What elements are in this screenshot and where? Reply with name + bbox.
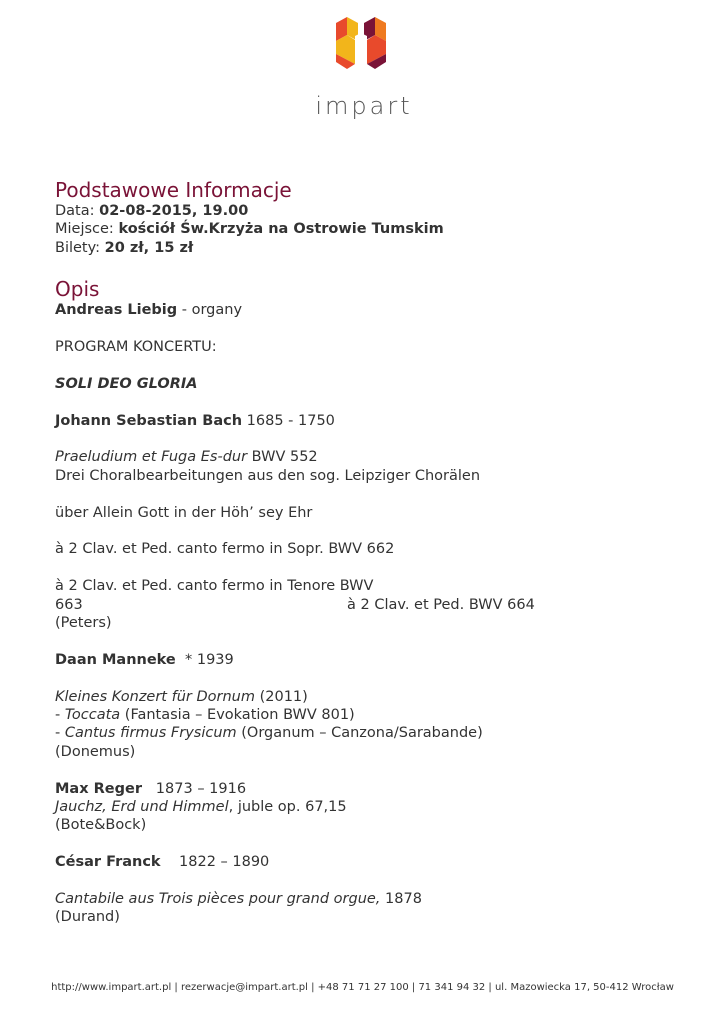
bach-work-5: à 2 Clav. et Ped. canto fermo in Tenore BWV [55, 578, 374, 595]
bach-work-1 [55, 448, 675, 466]
bach-work-4: à 2 Clav. et Ped. canto fermo in Sopr. BWV 662 [55, 541, 395, 558]
brand-wordmark: impart [315, 92, 413, 120]
franck-work [55, 890, 675, 908]
place-value: kościół Św.Krzyża na Ostrowie Tumskim [118, 221, 444, 238]
manneke-years: * 1939 [175, 651, 234, 668]
place-label: Miejsce: [55, 221, 119, 238]
date-line [55, 202, 675, 220]
date-label: Data: [55, 203, 100, 219]
manneke-line [55, 651, 675, 669]
bach-work-5-num: 663 [55, 596, 83, 613]
manneke-work [55, 688, 675, 706]
manneke-mv2-title: Cantus firmus Frysicum [64, 725, 237, 742]
bach-years: 1685 - 1750 [242, 412, 335, 429]
manneke-work-title: Kleines Konzert für Dornum [55, 688, 255, 705]
manneke-movement-2 [55, 724, 675, 742]
reger-work-rest: , juble op. 67,15 [228, 799, 347, 816]
opis-heading: Opis [55, 277, 100, 302]
franck-years: 1822 – 1890 [160, 854, 270, 871]
impart-logo-mark [333, 14, 389, 72]
bach-work-1-title: Praeludium et Fuga Es-dur [55, 449, 248, 466]
bach-work-6: à 2 Clav. et Ped. BWV 664 [347, 596, 535, 613]
franck-name: César Franck [55, 854, 161, 871]
reger-name: Max Reger [55, 780, 142, 797]
bach-work-3: über Allein Gott in der Höh’ sey Ehr [55, 504, 313, 521]
document-content [55, 178, 675, 927]
performer-role: - organy [177, 302, 243, 319]
performer-line [55, 301, 675, 319]
reger-years: 1873 – 1916 [141, 780, 247, 797]
manneke-mv1-title: Toccata [64, 707, 121, 724]
dash: - [55, 707, 65, 724]
manneke-mv2-rest: (Organum – Canzona/Sarabande) [236, 725, 483, 742]
franck-publisher: (Durand) [55, 909, 120, 926]
manneke-movement-1 [55, 706, 675, 724]
bach-publisher: (Peters) [55, 615, 112, 632]
motto-text: SOLI DEO GLORIA [55, 375, 198, 392]
manneke-work-year: (2011) [254, 688, 308, 705]
reger-work [55, 798, 675, 816]
manneke-publisher: (Donemus) [55, 743, 136, 760]
place-line [55, 220, 675, 238]
bach-work-5-cont [55, 596, 675, 614]
manneke-mv1-rest: (Fantasia – Evokation BWV 801) [120, 707, 355, 724]
franck-line [55, 853, 675, 871]
program-header: PROGRAM KONCERTU: [55, 339, 217, 356]
bach-line [55, 412, 675, 430]
reger-work-title: Jauchz, Erd und Himmel [55, 799, 229, 816]
dash: - [55, 725, 65, 742]
basic-info-heading: Podstawowe Informacje [55, 178, 292, 202]
date-value: 02-08-2015, 19.00 [99, 203, 249, 219]
tickets-line [55, 239, 675, 257]
bach-work-1-rest: BWV 552 [247, 449, 318, 466]
tickets-label: Bilety: [55, 239, 105, 256]
performer-name: Andreas Liebig [55, 302, 178, 319]
manneke-name: Daan Manneke [55, 651, 176, 668]
impart-logo [310, 14, 418, 120]
reger-publisher: (Bote&Bock) [55, 817, 147, 834]
bach-name: Johann Sebastian Bach [55, 412, 243, 429]
motto [55, 375, 675, 393]
footer-contact: http://www.impart.art.pl | rezerwacje@impart.art.pl | +48 71 71 27 100 | 71 341 94 32 | ul. Mazowiecka 17, 50-412 Wrocław [51, 982, 674, 993]
reger-line [55, 780, 675, 798]
bach-work-2: Drei Choralbearbeitungen aus den sog. Leipziger Chorälen [55, 467, 481, 484]
franck-work-year: 1878 [380, 891, 422, 908]
franck-work-title: Cantabile aus Trois pièces pour grand orgue, [55, 891, 381, 908]
tickets-value: 20 zł, 15 zł [104, 239, 194, 256]
